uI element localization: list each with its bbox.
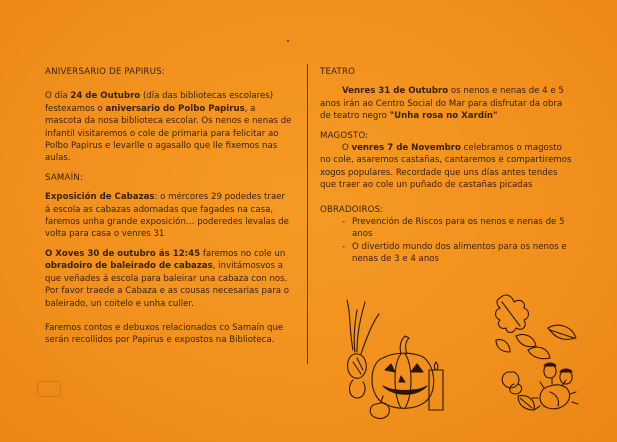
obradoiro-date: O Xoves 30 de outubro ás 12:45 — [45, 248, 201, 259]
obradoiros-list — [320, 216, 575, 266]
left-column — [45, 66, 293, 347]
list-item: - Prevención de Riscos para os nenos e nenas de 5 anos — [342, 217, 565, 240]
teatro-text: os nenos e nenas de 4 e 5 anos irán ao Centro Social do Mar para disfrutar da obra de teatro negro — [320, 86, 564, 122]
obradoiro-text-1: faremos no cole un — [200, 248, 286, 259]
aniversario-text-1: O día — [45, 91, 71, 102]
samain-heading: SAMAÍN: — [45, 172, 84, 183]
obradoiro-item-text: Prevención de Riscos para os nenos e nenas de 5 anos — [352, 217, 565, 240]
contos-paragraph: Faremos contos e debuxos relacionados co Samaín que serán recollidos por Papirus e expostos na Biblioteca. — [45, 322, 284, 346]
obradoiro-paragraph — [45, 248, 293, 310]
magosto-date: venres 7 de Novembro — [351, 143, 461, 154]
aniversario-date: 24 de Outubro — [70, 91, 141, 102]
cabazas-paragraph — [45, 191, 293, 241]
cabazas-title: Exposición de Cabazas — [45, 192, 155, 203]
obradoiro-highlight: obradoiro de baleirado de cabazas — [45, 261, 213, 272]
obradoiro-text-2: , invitámosvos a que veñades á escola para baleirar una cabaza con nos. Por favor traede a Cabaza e as cousas necesarias para o baleirado, un coitelo e unha culler. — [45, 261, 289, 309]
teatro-heading: TEATRO — [320, 67, 356, 77]
library-stamp: · · · — [37, 381, 61, 397]
aniversario-text-3: , a mascota da nosa biblioteca escolar. Os nenos e nenas de infantil visitaremos o cole de primaria para felicitar ao Polbo Papirus e levarlle o agasallo que lle fixemos nas aulas. — [45, 103, 292, 164]
obradoiro-item-text: O divertido mundo dos alimentos para os nenos e nenas de 3 e 4 anos — [352, 241, 567, 265]
magosto-text-1: O — [342, 143, 352, 154]
cabazas-text: : o mércores 29 podedes traer á escola as cabazas adornadas que fagades na casa, faremos unha grande exposición… poderedes levalas de volta para casa o venres 31 — [45, 192, 289, 240]
aniversario-heading: ANIVERSARIO DE PAPIRUS: — [45, 67, 165, 77]
magosto-paragraph — [320, 142, 575, 192]
aniversario-text-2: (día das bibliotecas escolares) festexamos o — [45, 91, 274, 114]
autumn-leaves-icon — [488, 288, 588, 416]
magosto-heading: MAGOSTO: — [320, 130, 369, 141]
pumpkin-illustration-icon — [343, 292, 453, 420]
teatro-play-title: "Unha rosa no Xardín" — [389, 111, 498, 122]
right-column — [320, 66, 575, 266]
list-item: - O divertido mundo dos alimentos para os nenos e nenas de 3 e 4 anos — [342, 241, 567, 265]
aniversario-highlight: aniversario do Polbo Papirus — [105, 103, 245, 114]
teatro-date: Venres 31 de Outubro — [342, 86, 449, 97]
magosto-text-2: celebramos o magosto no cole, asaremos castañas, cantaremos e compartiremos xogos populares. Recordade que uns días antes tendes que traer ao cole un puñado de castañas picadas — [320, 143, 572, 191]
column-divider — [307, 64, 308, 364]
obradoiros-heading: OBRADOIROS: — [320, 204, 384, 215]
aniversario-paragraph — [45, 90, 293, 164]
teatro-paragraph — [320, 85, 575, 122]
paper-speck — [287, 40, 289, 42]
